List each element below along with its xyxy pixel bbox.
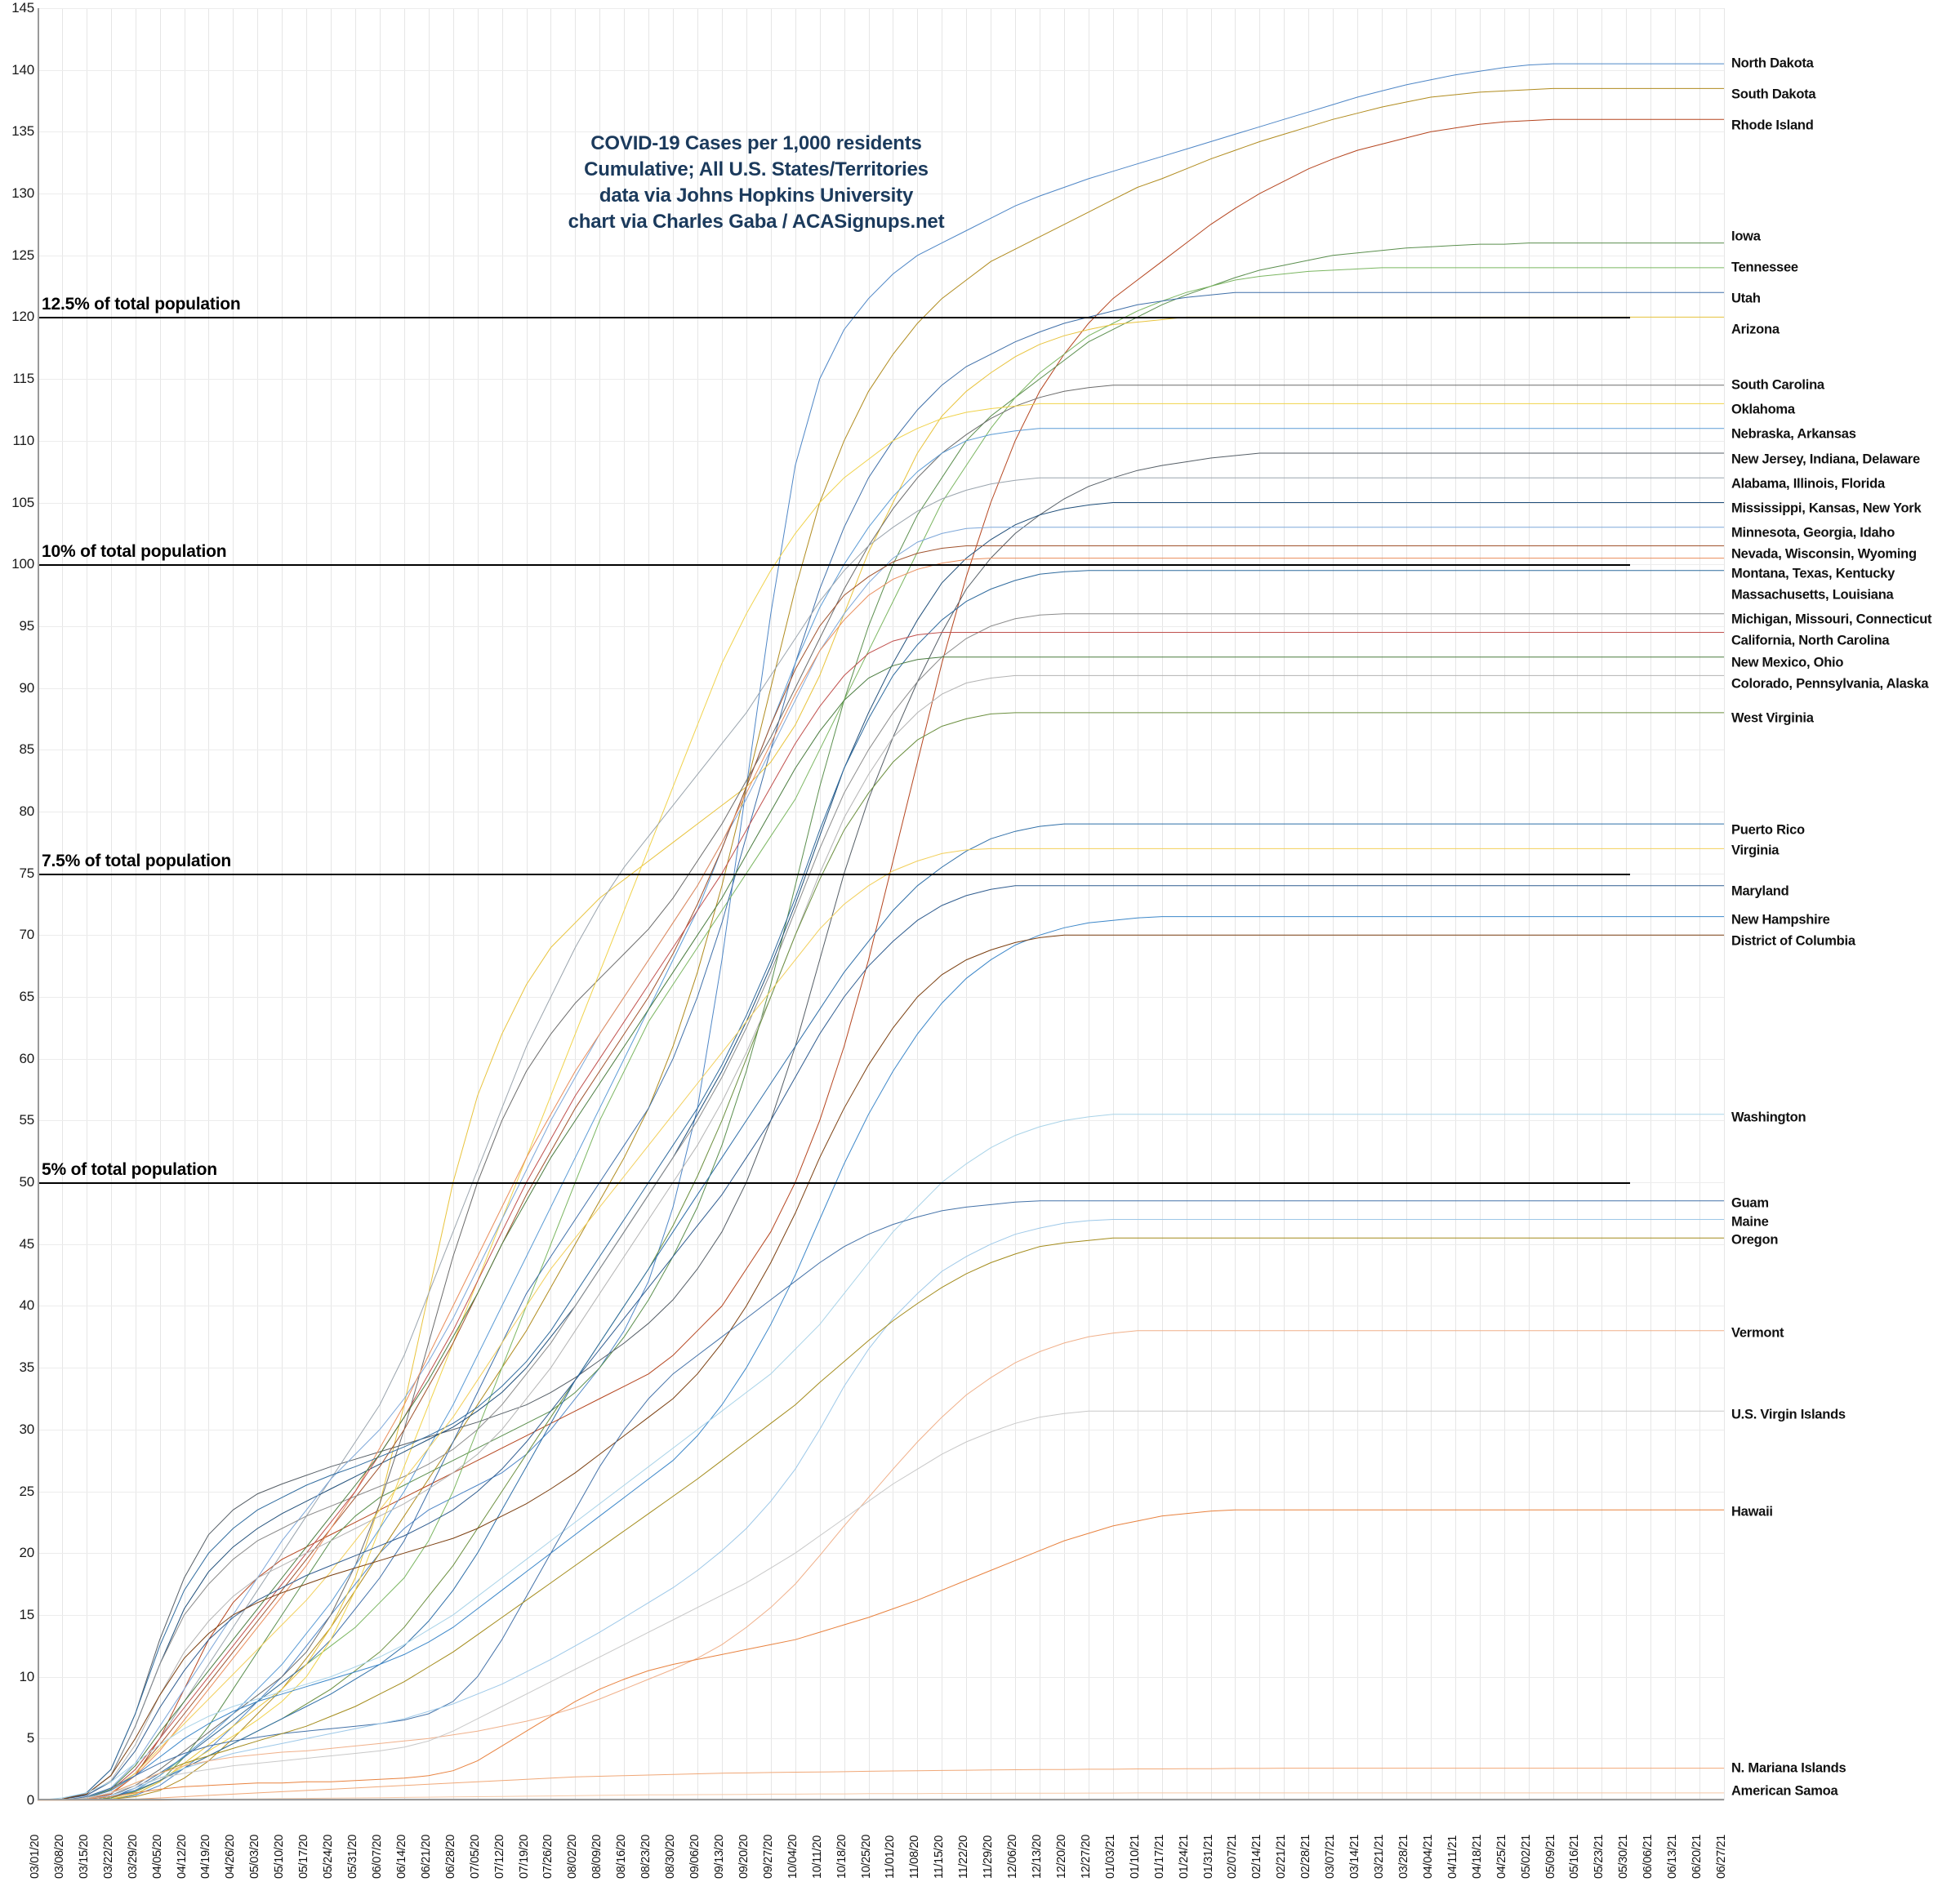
- y-tick-label: 95: [19, 617, 34, 634]
- series-label: Alabama, Illinois, Florida: [1731, 476, 1885, 492]
- series-label: Montana, Texas, Kentucky: [1731, 566, 1895, 581]
- y-tick-label: 110: [12, 432, 34, 448]
- series-label: U.S. Virgin Islands: [1731, 1407, 1846, 1422]
- y-tick-label: 75: [19, 865, 34, 881]
- x-tick-label: 03/21/21: [1373, 1834, 1386, 1879]
- x-tick-label: 01/17/21: [1152, 1834, 1166, 1879]
- series-line: [38, 119, 1724, 1800]
- x-tick-label: 11/08/20: [908, 1835, 922, 1879]
- x-tick-label: 09/27/20: [761, 1834, 775, 1879]
- x-tick-label: 03/14/21: [1348, 1834, 1362, 1879]
- x-tick-label: 05/17/20: [297, 1834, 311, 1879]
- x-tick-label: 06/28/20: [443, 1834, 457, 1879]
- gridline-vertical: [1724, 8, 1725, 1800]
- series-line: [38, 527, 1724, 1800]
- y-tick-label: 145: [11, 0, 34, 16]
- series-line: [38, 88, 1724, 1800]
- x-tick-label: 08/30/20: [664, 1834, 678, 1879]
- x-tick-label: 01/31/21: [1201, 1834, 1215, 1879]
- y-tick-label: 105: [11, 494, 34, 510]
- series-label: Hawaii: [1731, 1504, 1773, 1519]
- y-tick-label: 135: [11, 123, 34, 140]
- title-line: data via Johns Hopkins University: [599, 184, 914, 207]
- threshold-label: 7.5% of total population: [42, 851, 232, 870]
- x-tick-label: 08/23/20: [639, 1834, 653, 1879]
- x-tick-label: 03/01/20: [29, 1834, 42, 1879]
- y-tick-label: 130: [11, 185, 34, 202]
- y-tick-label: 5: [26, 1730, 34, 1746]
- x-tick-label: 05/31/20: [346, 1834, 360, 1879]
- series-line: [38, 1331, 1724, 1800]
- series-lines: [38, 8, 1724, 1800]
- series-label: N. Mariana Islands: [1731, 1760, 1846, 1776]
- x-tick-label: 06/21/20: [419, 1834, 433, 1879]
- x-tick-label: 10/18/20: [835, 1834, 849, 1879]
- series-label: Nevada, Wisconsin, Wyoming: [1731, 546, 1917, 562]
- y-tick-label: 115: [12, 371, 34, 387]
- x-tick-label: 03/22/20: [101, 1834, 115, 1879]
- series-label: Oregon: [1731, 1232, 1779, 1248]
- series-line: [38, 713, 1724, 1800]
- x-tick-label: 05/03/20: [248, 1834, 262, 1879]
- series-label: Washington: [1731, 1110, 1806, 1125]
- x-tick-label: 06/07/20: [370, 1834, 384, 1879]
- y-tick-label: 25: [19, 1483, 34, 1499]
- chart-title-block: [495, 131, 1018, 235]
- series-label: Puerto Rico: [1731, 822, 1805, 838]
- x-tick-label: 04/18/21: [1470, 1834, 1484, 1879]
- y-tick-label: 60: [19, 1050, 34, 1066]
- y-tick-label: 120: [11, 309, 34, 325]
- series-line: [38, 1201, 1724, 1800]
- series-label: California, North Carolina: [1731, 633, 1890, 648]
- x-tick-label: 07/19/20: [517, 1834, 531, 1879]
- x-tick-label: 12/06/20: [1006, 1834, 1020, 1879]
- x-tick-label: 07/05/20: [468, 1834, 482, 1879]
- series-label: Guam: [1731, 1195, 1769, 1211]
- y-tick-label: 45: [19, 1235, 34, 1252]
- series-label: South Dakota: [1731, 87, 1816, 102]
- series-label: Nebraska, Arkansas: [1731, 426, 1856, 442]
- series-label: Tennessee: [1731, 260, 1798, 275]
- series-label: Maine: [1731, 1214, 1769, 1230]
- x-tick-label: 01/24/21: [1177, 1834, 1191, 1879]
- series-line: [38, 935, 1724, 1800]
- threshold-line: [38, 874, 1630, 875]
- y-tick-label: 100: [11, 556, 34, 572]
- threshold-line: [38, 564, 1630, 566]
- x-tick-label: 04/26/20: [224, 1834, 238, 1879]
- x-tick-label: 10/11/20: [810, 1835, 824, 1879]
- x-tick-label: 03/15/20: [77, 1834, 91, 1879]
- series-label: Virginia: [1731, 843, 1780, 858]
- threshold-label: 12.5% of total population: [42, 295, 241, 314]
- series-label: Arizona: [1731, 322, 1780, 337]
- series-line: [38, 614, 1724, 1800]
- threshold-label: 10% of total population: [42, 542, 227, 562]
- x-tick-label: 09/13/20: [712, 1834, 726, 1879]
- series-label: Oklahoma: [1731, 402, 1795, 417]
- x-tick-label: 06/14/20: [394, 1834, 408, 1879]
- x-tick-label: 09/06/20: [688, 1834, 702, 1879]
- y-tick-label: 15: [19, 1606, 34, 1622]
- series-label: New Jersey, Indiana, Delaware: [1731, 452, 1920, 467]
- x-axis-labels: [29, 1801, 1728, 1879]
- threshold-label: 5% of total population: [42, 1160, 217, 1180]
- series-line: [38, 848, 1724, 1800]
- x-tick-label: 12/20/20: [1054, 1834, 1068, 1879]
- x-tick-label: 03/29/20: [126, 1834, 140, 1879]
- series-line: [38, 1238, 1724, 1800]
- y-tick-label: 20: [19, 1545, 34, 1561]
- x-axis-line: [38, 1799, 1724, 1800]
- x-tick-label: 06/13/21: [1666, 1834, 1680, 1879]
- x-tick-label: 11/29/20: [982, 1835, 996, 1879]
- series-label: District of Columbia: [1731, 933, 1855, 949]
- x-tick-label: 08/02/20: [566, 1834, 580, 1879]
- x-tick-label: 08/09/20: [590, 1834, 604, 1879]
- x-tick-label: 04/11/21: [1446, 1835, 1459, 1879]
- series-label: Vermont: [1731, 1325, 1784, 1341]
- x-tick-label: 01/10/21: [1128, 1834, 1142, 1879]
- title-line: COVID-19 Cases per 1,000 residents: [590, 132, 922, 154]
- y-tick-label: 30: [19, 1421, 34, 1437]
- x-tick-label: 04/19/20: [199, 1834, 213, 1879]
- x-tick-label: 05/02/21: [1519, 1834, 1533, 1879]
- y-tick-label: 70: [19, 927, 34, 943]
- x-tick-label: 03/08/20: [52, 1834, 66, 1879]
- x-tick-label: 04/04/21: [1421, 1834, 1435, 1879]
- x-tick-label: 10/25/20: [859, 1834, 873, 1879]
- y-tick-label: 90: [19, 679, 34, 696]
- series-line: [38, 268, 1724, 1800]
- series-line: [38, 558, 1724, 1800]
- y-tick-label: 65: [19, 989, 34, 1005]
- y-tick-label: 50: [19, 1174, 34, 1190]
- series-line: [38, 886, 1724, 1800]
- x-tick-label: 06/27/21: [1715, 1834, 1728, 1879]
- x-tick-label: 04/25/21: [1494, 1834, 1508, 1879]
- series-line: [38, 403, 1724, 1800]
- y-axis-line: [38, 8, 39, 1800]
- series-label: New Mexico, Ohio: [1731, 655, 1844, 670]
- y-tick-label: 35: [19, 1359, 34, 1376]
- x-tick-label: 06/06/21: [1642, 1834, 1655, 1879]
- x-tick-label: 05/23/21: [1592, 1834, 1606, 1879]
- title-line: Cumulative; All U.S. States/Territories: [584, 158, 929, 180]
- x-tick-label: 05/16/21: [1568, 1834, 1582, 1879]
- series-label: Minnesota, Georgia, Idaho: [1731, 525, 1895, 541]
- series-line: [38, 317, 1724, 1800]
- series-line: [38, 546, 1724, 1801]
- x-tick-label: 03/28/21: [1396, 1834, 1410, 1879]
- x-tick-label: 06/20/21: [1690, 1834, 1704, 1879]
- series-label: New Hampshire: [1731, 912, 1830, 928]
- x-tick-label: 11/15/20: [933, 1835, 947, 1879]
- y-tick-label: 85: [19, 741, 34, 758]
- x-tick-label: 04/05/20: [150, 1834, 164, 1879]
- series-line: [38, 1115, 1724, 1800]
- series-label: Iowa: [1731, 229, 1761, 244]
- x-tick-label: 02/07/21: [1226, 1834, 1240, 1879]
- y-tick-label: 125: [11, 247, 34, 263]
- x-tick-label: 04/12/20: [175, 1834, 189, 1879]
- x-tick-label: 11/01/20: [884, 1835, 898, 1879]
- series-line: [38, 1510, 1724, 1800]
- series-line: [38, 633, 1724, 1801]
- threshold-line: [38, 1182, 1630, 1184]
- y-tick-label: 55: [19, 1112, 34, 1128]
- series-line: [38, 657, 1724, 1800]
- x-tick-label: 03/07/21: [1324, 1834, 1338, 1879]
- x-tick-label: 05/10/20: [273, 1834, 287, 1879]
- x-tick-label: 05/24/20: [322, 1834, 336, 1879]
- series-label: American Samoa: [1731, 1783, 1838, 1799]
- series-label: South Carolina: [1731, 377, 1824, 393]
- x-tick-label: 07/12/20: [492, 1834, 506, 1879]
- plot-area: [38, 8, 1724, 1800]
- series-line: [38, 1769, 1724, 1800]
- series-label: Massachusetts, Louisiana: [1731, 587, 1894, 603]
- series-label: Michigan, Missouri, Connecticut: [1731, 612, 1932, 627]
- x-tick-label: 05/09/21: [1544, 1834, 1557, 1879]
- x-tick-label: 01/03/21: [1103, 1834, 1117, 1879]
- title-line: chart via Charles Gaba / ACASignups.net: [568, 210, 945, 233]
- y-tick-label: 140: [11, 61, 34, 78]
- x-tick-label: 02/14/21: [1250, 1834, 1264, 1879]
- x-tick-label: 05/30/21: [1617, 1834, 1631, 1879]
- y-axis-labels: [0, 0, 34, 1808]
- series-label: Rhode Island: [1731, 118, 1814, 133]
- y-tick-label: 10: [19, 1668, 34, 1684]
- series-label: Maryland: [1731, 883, 1789, 899]
- series-line: [38, 453, 1724, 1800]
- x-tick-label: 10/04/20: [786, 1834, 800, 1879]
- y-tick-label: 80: [19, 803, 34, 819]
- x-tick-label: 08/16/20: [615, 1834, 629, 1879]
- x-tick-label: 12/13/20: [1031, 1834, 1045, 1879]
- x-tick-label: 07/26/20: [541, 1834, 555, 1879]
- threshold-line: [38, 317, 1630, 318]
- x-tick-label: 02/21/21: [1275, 1834, 1289, 1879]
- series-label: North Dakota: [1731, 56, 1814, 71]
- x-tick-label: 11/22/20: [957, 1835, 971, 1879]
- series-labels: [1731, 0, 1960, 1882]
- y-tick-label: 40: [19, 1297, 34, 1314]
- y-tick-label: 0: [26, 1792, 34, 1808]
- x-tick-label: 12/27/20: [1079, 1834, 1093, 1879]
- series-label: West Virginia: [1731, 710, 1814, 726]
- x-tick-label: 02/28/21: [1299, 1834, 1313, 1879]
- series-label: Mississippi, Kansas, New York: [1731, 501, 1922, 516]
- series-label: Utah: [1731, 291, 1761, 306]
- series-label: Colorado, Pennsylvania, Alaska: [1731, 676, 1929, 692]
- x-tick-label: 09/20/20: [737, 1834, 751, 1879]
